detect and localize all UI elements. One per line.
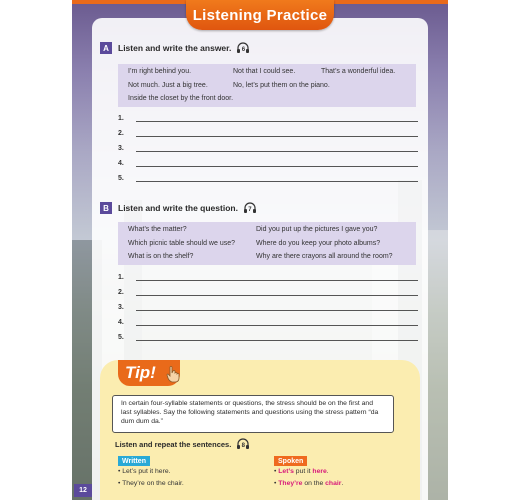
hand-pointer-icon (165, 365, 181, 383)
question-line[interactable] (118, 273, 418, 281)
headphones-icon (243, 202, 257, 214)
spoken-item (274, 468, 329, 475)
line-number: 2. (118, 289, 124, 296)
headphones-icon (236, 438, 250, 450)
answer-line[interactable] (118, 159, 418, 167)
stressed-word: chair (325, 480, 342, 487)
section-b-question-box (118, 222, 416, 265)
answer-line[interactable] (118, 114, 418, 122)
answer-option: I’m right behind you. (128, 68, 192, 75)
answer-option: No, let’s put them on the piano. (233, 82, 330, 89)
page-number: 12 (74, 484, 92, 497)
line-number: 3. (118, 145, 124, 152)
question-line[interactable] (118, 303, 418, 311)
section-b-badge: B (100, 202, 112, 214)
answer-option: That’s a wonderful idea. (321, 68, 396, 75)
answer-option: Not that I could see. (233, 68, 296, 75)
line-number: 1. (118, 274, 124, 281)
section-a-badge: A (100, 42, 112, 54)
section-a-answer-box (118, 64, 416, 107)
section-a-track: 6 (241, 47, 246, 53)
question-option: Why are there crayons all around the room? (256, 253, 393, 260)
question-option: Where do you keep your photo albums? (256, 240, 381, 247)
question-option: What is on the shelf? (128, 253, 194, 260)
tip-label: Tip! (118, 360, 180, 386)
page-title: Listening Practice (186, 0, 334, 30)
answer-line[interactable] (118, 144, 418, 152)
line-number: 4. (118, 160, 124, 167)
question-line[interactable] (118, 318, 418, 326)
question-option: What’s the matter? (128, 226, 187, 233)
section-b-track: 7 (248, 207, 252, 213)
line-number: 5. (118, 334, 124, 341)
written-label: Written (118, 456, 150, 466)
repeat-instruction: Listen and repeat the sentences. (115, 439, 232, 449)
repeat-track: 8 (241, 443, 245, 449)
spoken-bullet: • (274, 468, 279, 475)
unstressed-words: put it (293, 468, 313, 475)
spoken-item (274, 480, 343, 487)
stressed-word: here (312, 468, 327, 475)
question-line[interactable] (118, 288, 418, 296)
line-number: 4. (118, 319, 124, 326)
unstressed-words: on the (302, 480, 326, 487)
stressed-word: Let’s (278, 468, 294, 475)
line-number: 2. (118, 130, 124, 137)
answer-option: Inside the closet by the front door. (128, 95, 234, 102)
question-option: Did you put up the pictures I gave you? (256, 226, 378, 233)
sentence-end: . (341, 480, 344, 487)
stressed-word: They’re (278, 480, 303, 487)
written-item: • They’re on the chair. (118, 480, 184, 487)
question-line[interactable] (118, 333, 418, 341)
line-number: 3. (118, 304, 124, 311)
section-a-instruction: Listen and write the answer. (118, 43, 232, 53)
section-b-instruction: Listen and write the question. (118, 203, 238, 213)
headphones-icon (236, 42, 250, 54)
question-option: Which picnic table should we use? (128, 240, 236, 247)
sentence-end: . (326, 468, 329, 475)
repeat-header (115, 438, 250, 450)
tip-text: In certain four-syllable statements or questions, the stress should be on the first and last syllables. Say the following statements and questions using the stress pattern “da dum dum da.” (112, 395, 394, 433)
answer-line[interactable] (118, 129, 418, 137)
written-item: • Let’s put it here. (118, 468, 171, 475)
section-b-header (100, 202, 257, 214)
spoken-label: Spoken (274, 456, 307, 466)
answer-option: Not much. Just a big tree. (128, 82, 208, 89)
spoken-bullet: • (274, 480, 279, 487)
line-number: 1. (118, 115, 124, 122)
line-number: 5. (118, 175, 124, 182)
section-a-header (100, 42, 250, 54)
answer-line[interactable] (118, 174, 418, 182)
